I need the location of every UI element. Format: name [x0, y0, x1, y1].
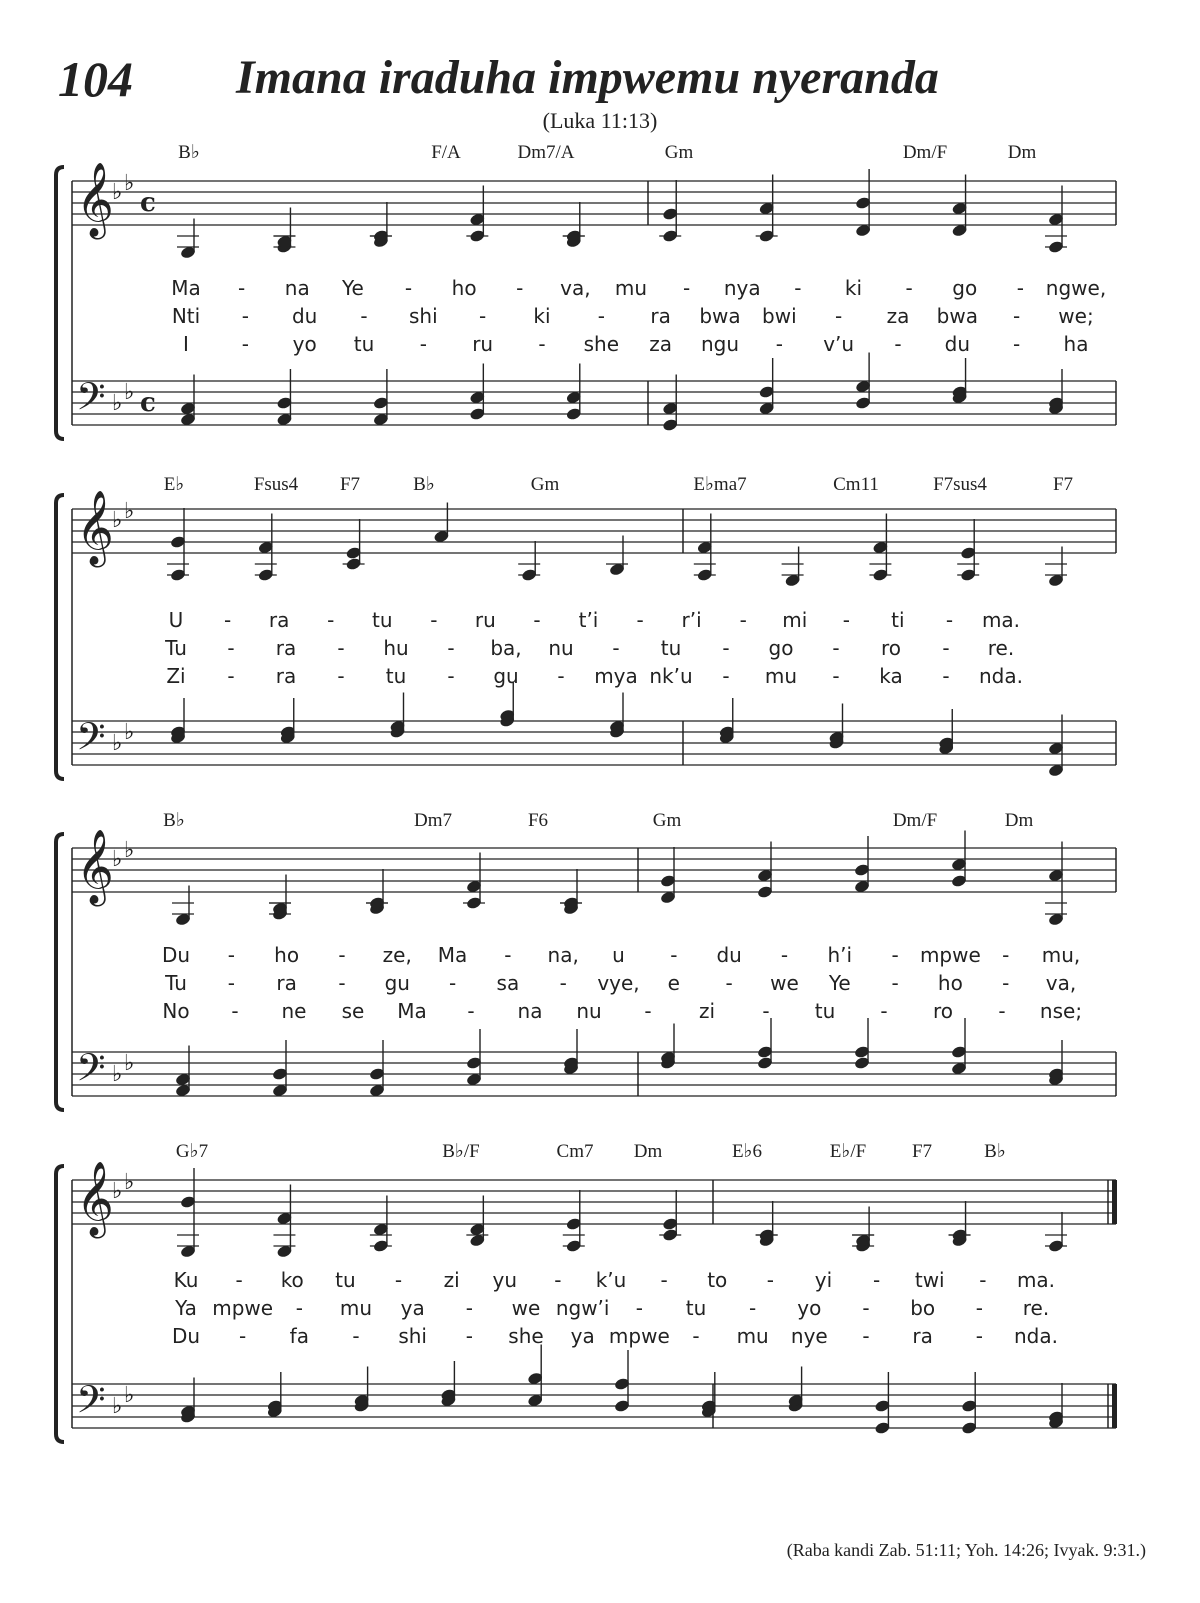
lyric-hyphen: -: [227, 943, 235, 967]
system-bracket: [56, 834, 64, 1110]
lyric-syllable: mu: [614, 276, 648, 300]
lyric-syllable: ma.: [1016, 1268, 1056, 1292]
chord-symbol: B♭: [413, 474, 435, 495]
lyric-hyphen: -: [942, 664, 950, 688]
flat-icon: ♭: [112, 508, 123, 533]
lyric-syllable: se: [341, 999, 365, 1023]
lyric-syllable: ro: [932, 999, 954, 1023]
lyric-syllable: hu: [383, 636, 409, 660]
lyric-hyphen: -: [894, 332, 902, 356]
chord-symbol: F6: [527, 810, 549, 831]
lyric-hyphen: -: [762, 999, 770, 1023]
chord-symbol: F7: [1052, 474, 1074, 495]
lyric-syllable: bwi: [762, 304, 797, 328]
lyric-syllable: za: [649, 332, 673, 356]
lyric-syllable: go: [952, 276, 978, 300]
lyric-syllable: nda.: [1014, 1324, 1058, 1348]
chord-symbol: Cm7: [556, 1141, 594, 1162]
lyric-syllable: na,: [547, 943, 579, 967]
lyric-syllable: h’i: [827, 943, 853, 967]
lyric-hyphen: -: [644, 999, 652, 1023]
lyric-hyphen: -: [842, 608, 850, 632]
lyric-hyphen: -: [835, 304, 843, 328]
bass-clef-icon: 𝄢: [76, 374, 106, 428]
lyric-syllable: mya: [594, 664, 638, 688]
lyric-syllable: ya: [570, 1324, 595, 1348]
flat-icon: ♭: [124, 1170, 135, 1195]
chord-symbol: F7: [911, 1141, 933, 1162]
treble-clef-icon: 𝄞: [76, 491, 114, 565]
flat-icon: ♭: [124, 720, 135, 745]
lyric-hyphen: -: [692, 1324, 700, 1348]
lyric-hyphen: -: [597, 304, 605, 328]
lyric-hyphen: -: [945, 608, 954, 632]
lyric-hyphen: -: [447, 664, 455, 688]
lyric-syllable: mu,: [1041, 943, 1081, 967]
lyric-hyphen: -: [612, 636, 620, 660]
lyric-hyphen: -: [557, 664, 565, 688]
lyric-hyphen: -: [467, 999, 475, 1023]
lyric-hyphen: -: [465, 1324, 473, 1348]
lyric-hyphen: -: [337, 664, 345, 688]
lyric-syllable: re.: [987, 636, 1015, 660]
lyric-syllable: ru: [472, 332, 494, 356]
bass-clef-icon: 𝄢: [76, 1045, 106, 1099]
lyric-syllable: nu: [576, 999, 602, 1023]
system-bracket: [56, 495, 64, 779]
lyric-hyphen: -: [430, 608, 438, 632]
lyric-syllable: bwa: [699, 304, 741, 328]
lyric-syllable: ti: [891, 608, 905, 632]
lyric-syllable: bo: [910, 1296, 936, 1320]
bass-staff: [72, 1052, 1116, 1096]
lyric-syllable: k’u: [595, 1268, 627, 1292]
lyric-syllable: ho: [274, 943, 300, 967]
lyric-syllable: we: [770, 971, 799, 995]
lyric-syllable: ra: [276, 971, 297, 995]
lyric-syllable: bwa: [936, 304, 978, 328]
system-bracket: [56, 1166, 64, 1442]
lyric-hyphen: -: [465, 1296, 473, 1320]
lyric-syllable: ra: [275, 636, 297, 660]
lyric-syllable: yi: [814, 1268, 833, 1292]
lyric-syllable: fa: [289, 1324, 309, 1348]
chord-symbol: Dm7/A: [517, 142, 575, 163]
chord-symbol: Dm: [1004, 810, 1034, 831]
lyric-syllable: e: [667, 971, 680, 995]
lyric-syllable: mu: [339, 1296, 373, 1320]
lyric-syllable: No: [162, 999, 190, 1023]
footer-references: (Raba kandi Zab. 51:11; Yoh. 14:26; Ivyak. 9:31.): [786, 1540, 1146, 1560]
lyric-syllable: ki: [533, 304, 551, 328]
chord-symbol: E♭6: [731, 1141, 763, 1162]
lyric-syllable: Zi: [166, 664, 186, 688]
lyric-syllable: u: [612, 943, 625, 967]
chord-symbol: Dm: [633, 1141, 663, 1162]
lyric-hyphen: -: [227, 971, 235, 995]
lyric-hyphen: -: [635, 1296, 643, 1320]
lyric-syllable: mu: [736, 1324, 769, 1348]
lyric-hyphen: -: [238, 276, 246, 300]
lyric-hyphen: -: [538, 332, 546, 356]
lyric-syllable: nya: [723, 276, 761, 300]
lyric-hyphen: -: [504, 943, 512, 967]
lyric-syllable: Tu: [165, 971, 187, 995]
lyric-syllable: na: [517, 999, 543, 1023]
lyric-hyphen: -: [749, 1296, 757, 1320]
lyric-syllable: tu: [353, 332, 375, 356]
bass-clef-icon: 𝄢: [76, 714, 106, 768]
flat-icon: ♭: [124, 380, 135, 405]
lyric-syllable: ba,: [490, 636, 522, 660]
lyric-hyphen: -: [905, 276, 913, 300]
lyric-hyphen: -: [227, 664, 235, 688]
lyric-syllable: Ma: [397, 999, 427, 1023]
lyric-syllable: ra: [268, 608, 290, 632]
lyric-syllable: ngw’i: [555, 1296, 610, 1320]
lyric-syllable: du: [716, 943, 742, 967]
lyric-hyphen: -: [448, 971, 457, 995]
lyric-syllable: she: [583, 332, 620, 356]
chord-symbol: B♭: [984, 1141, 1006, 1162]
flat-icon: ♭: [124, 499, 135, 524]
flat-icon: ♭: [112, 1394, 123, 1419]
flat-icon: ♭: [124, 1051, 135, 1076]
lyric-hyphen: -: [338, 971, 346, 995]
lyric-syllable: she: [508, 1324, 544, 1348]
chord-symbol: B♭: [163, 810, 185, 831]
chord-symbol: Dm7: [414, 810, 452, 831]
system-1: [56, 142, 1116, 439]
lyric-hyphen: -: [239, 1324, 247, 1348]
system-3: [56, 810, 1116, 1110]
treble-clef-icon: 𝄞: [76, 1162, 114, 1236]
lyric-syllable: mpwe: [212, 1296, 274, 1320]
lyric-syllable: gu: [384, 971, 410, 995]
flat-icon: ♭: [112, 731, 123, 756]
lyric-hyphen: -: [832, 636, 840, 660]
lyric-hyphen: -: [832, 664, 840, 688]
flat-icon: ♭: [112, 1062, 123, 1087]
lyric-syllable: tu: [814, 999, 836, 1023]
lyric-hyphen: -: [235, 1268, 243, 1292]
flat-icon: ♭: [112, 1179, 123, 1204]
lyric-syllable: go: [768, 636, 794, 660]
chord-symbol: B♭: [178, 142, 200, 163]
lyric-syllable: ngu: [700, 332, 740, 356]
lyric-hyphen: -: [327, 608, 335, 632]
lyric-hyphen: -: [775, 332, 783, 356]
lyric-syllable: yo: [292, 332, 317, 356]
lyric-hyphen: -: [559, 971, 567, 995]
lyric-hyphen: -: [352, 1324, 360, 1348]
lyric-syllable: I: [183, 332, 189, 356]
lyric-hyphen: -: [447, 636, 455, 660]
flat-icon: ♭: [112, 180, 123, 205]
lyric-syllable: t’i: [578, 608, 599, 632]
lyric-hyphen: -: [998, 999, 1006, 1023]
lyric-syllable: ne: [281, 999, 307, 1023]
lyric-hyphen: -: [891, 943, 899, 967]
hymn-title: Imana iraduha impwemu nyeranda: [236, 51, 939, 104]
lyric-syllable: du: [944, 332, 971, 356]
lyric-hyphen: -: [479, 304, 487, 328]
flat-icon: ♭: [124, 1383, 135, 1408]
lyric-syllable: ze,: [382, 943, 412, 967]
lyric-syllable: tu: [371, 608, 393, 632]
lyric-syllable: Ya: [175, 1296, 197, 1320]
chord-symbol: Gm: [664, 142, 694, 163]
lyric-hyphen: -: [337, 636, 345, 660]
lyric-syllable: nse;: [1039, 999, 1083, 1023]
common-time-icon: c: [140, 188, 156, 218]
lyric-syllable: tu: [385, 664, 407, 688]
lyric-hyphen: -: [533, 608, 541, 632]
lyric-hyphen: -: [862, 1324, 870, 1348]
lyric-hyphen: -: [241, 332, 249, 356]
lyric-hyphen: -: [231, 999, 239, 1023]
lyric-syllable: ma.: [981, 608, 1021, 632]
lyric-syllable: na: [284, 276, 310, 300]
lyric-syllable: re.: [1022, 1296, 1050, 1320]
lyric-syllable: Ma: [437, 943, 468, 967]
lyric-syllable: Du: [171, 1324, 201, 1348]
lyric-hyphen: -: [227, 636, 235, 660]
lyric-syllable: Nti: [171, 304, 201, 328]
lyric-hyphen: -: [1013, 332, 1021, 356]
lyric-syllable: tu: [685, 1296, 707, 1320]
lyric-syllable: zi: [698, 999, 716, 1023]
chord-symbol: Dm: [1007, 142, 1037, 163]
lyric-syllable: mi: [782, 608, 808, 632]
lyric-hyphen: -: [975, 1296, 983, 1320]
lyric-hyphen: -: [660, 1268, 668, 1292]
lyric-syllable: ka: [879, 664, 903, 688]
lyric-syllable: Ye: [828, 971, 851, 995]
chord-symbol: G♭7: [175, 1141, 209, 1162]
lyric-hyphen: -: [766, 1268, 774, 1292]
chord-symbol: Fsus4: [253, 474, 299, 495]
lyric-syllable: Ma: [171, 276, 201, 300]
lyric-syllable: tu: [660, 636, 682, 660]
lyric-hyphen: -: [360, 304, 368, 328]
lyric-syllable: mpwe: [919, 943, 981, 967]
bass-staff: [72, 721, 1116, 765]
lyric-syllable: sa: [496, 971, 520, 995]
lyric-syllable: nye: [790, 1324, 828, 1348]
bass-staff: [72, 1384, 1116, 1428]
flat-icon: ♭: [124, 171, 135, 196]
lyric-syllable: v’u: [823, 332, 855, 356]
lyric-hyphen: -: [516, 276, 524, 300]
lyric-syllable: ha: [1063, 332, 1089, 356]
lyric-syllable: tu: [335, 1268, 356, 1292]
hymn-number: 104: [58, 51, 133, 107]
lyric-syllable: za: [886, 304, 910, 328]
lyric-hyphen: -: [942, 636, 950, 660]
lyric-syllable: r’i: [681, 608, 702, 632]
lyric-hyphen: -: [725, 971, 733, 995]
lyric-syllable: yu: [492, 1268, 518, 1292]
lyric-hyphen: -: [739, 608, 747, 632]
lyric-syllable: shi: [409, 304, 438, 328]
lyric-hyphen: -: [794, 276, 802, 300]
lyric-hyphen: -: [873, 1268, 881, 1292]
treble-staff: [72, 181, 1116, 225]
flat-icon: ♭: [124, 838, 135, 863]
lyric-syllable: ya: [400, 1296, 425, 1320]
lyric-syllable: nda.: [979, 664, 1023, 688]
treble-staff: [72, 1180, 1116, 1224]
lyric-syllable: ro: [880, 636, 902, 660]
treble-clef-icon: 𝄞: [76, 163, 114, 237]
lyric-syllable: ho: [451, 276, 477, 300]
lyric-hyphen: -: [683, 276, 691, 300]
lyric-hyphen: -: [722, 636, 730, 660]
lyric-syllable: Ku: [173, 1268, 199, 1292]
chord-symbol: F7sus4: [933, 474, 987, 495]
scripture-reference: (Luka 11:13): [542, 108, 658, 133]
lyric-syllable: va,: [560, 276, 591, 300]
lyric-syllable: nu: [548, 636, 574, 660]
lyric-hyphen: -: [394, 1268, 403, 1292]
lyric-hyphen: -: [722, 664, 730, 688]
lyric-hyphen: -: [636, 608, 644, 632]
common-time-icon: c: [140, 388, 156, 418]
lyric-syllable: va,: [1045, 971, 1077, 995]
bass-clef-icon: 𝄢: [76, 1377, 106, 1431]
lyric-syllable: ki: [844, 276, 863, 300]
lyric-syllable: ra: [275, 664, 297, 688]
lyric-syllable: U: [168, 608, 184, 632]
chord-symbol: Gm: [530, 474, 560, 495]
chord-symbol: Gm: [652, 810, 682, 831]
chord-symbol: B♭/F: [442, 1141, 480, 1162]
lyric-syllable: mpwe: [608, 1324, 670, 1348]
lyric-syllable: shi: [398, 1324, 427, 1348]
lyric-syllable: gu: [493, 664, 519, 688]
chord-symbol: E♭: [163, 474, 185, 495]
chord-symbol: F7: [339, 474, 361, 495]
chord-symbol: Dm/F: [892, 810, 938, 831]
lyric-hyphen: -: [891, 971, 899, 995]
lyric-hyphen: -: [223, 608, 232, 632]
lyric-syllable: zi: [443, 1268, 460, 1292]
lyric-hyphen: -: [338, 943, 346, 967]
lyric-hyphen: -: [670, 943, 678, 967]
system-4: [56, 1141, 1117, 1442]
lyric-hyphen: -: [1002, 971, 1010, 995]
treble-clef-icon: 𝄞: [76, 830, 114, 904]
lyric-syllable: ru: [474, 608, 496, 632]
lyric-syllable: nk’u: [649, 664, 693, 688]
lyric-syllable: Ye: [341, 276, 364, 300]
lyric-syllable: Du: [161, 943, 191, 967]
chord-symbol: F/A: [431, 142, 461, 163]
lyric-hyphen: -: [1013, 304, 1021, 328]
system-bracket: [56, 167, 64, 439]
flat-icon: ♭: [112, 391, 123, 416]
lyric-syllable: we: [511, 1296, 541, 1320]
lyric-hyphen: -: [554, 1268, 562, 1292]
chord-symbol: Dm/F: [902, 142, 948, 163]
lyric-syllable: Tu: [165, 636, 187, 660]
lyric-syllable: we;: [1058, 304, 1094, 328]
lyric-hyphen: -: [419, 332, 427, 356]
lyric-hyphen: -: [1002, 943, 1010, 967]
treble-staff: [72, 509, 1116, 553]
lyric-syllable: to: [707, 1268, 728, 1292]
lyric-syllable: yo: [797, 1296, 822, 1320]
chord-symbol: E♭ma7: [693, 474, 747, 495]
lyric-syllable: ho: [937, 971, 963, 995]
lyric-hyphen: -: [241, 304, 249, 328]
flat-icon: ♭: [112, 847, 123, 872]
lyric-hyphen: -: [862, 1296, 870, 1320]
chord-symbol: E♭/F: [829, 1141, 867, 1162]
lyric-syllable: ra: [912, 1324, 933, 1348]
lyric-syllable: du: [291, 304, 318, 328]
lyric-hyphen: -: [404, 276, 413, 300]
lyric-syllable: mu: [764, 664, 798, 688]
chord-symbol: Cm11: [833, 474, 879, 495]
lyric-hyphen: -: [295, 1296, 303, 1320]
lyric-syllable: twi: [914, 1268, 945, 1292]
lyric-hyphen: -: [1016, 276, 1024, 300]
lyric-hyphen: -: [979, 1268, 987, 1292]
lyric-syllable: ko: [280, 1268, 304, 1292]
lyric-syllable: ngwe,: [1045, 276, 1107, 300]
lyric-hyphen: -: [880, 999, 888, 1023]
lyric-hyphen: -: [780, 943, 789, 967]
lyric-syllable: vye,: [597, 971, 640, 995]
lyric-syllable: ra: [650, 304, 671, 328]
lyric-hyphen: -: [975, 1324, 983, 1348]
